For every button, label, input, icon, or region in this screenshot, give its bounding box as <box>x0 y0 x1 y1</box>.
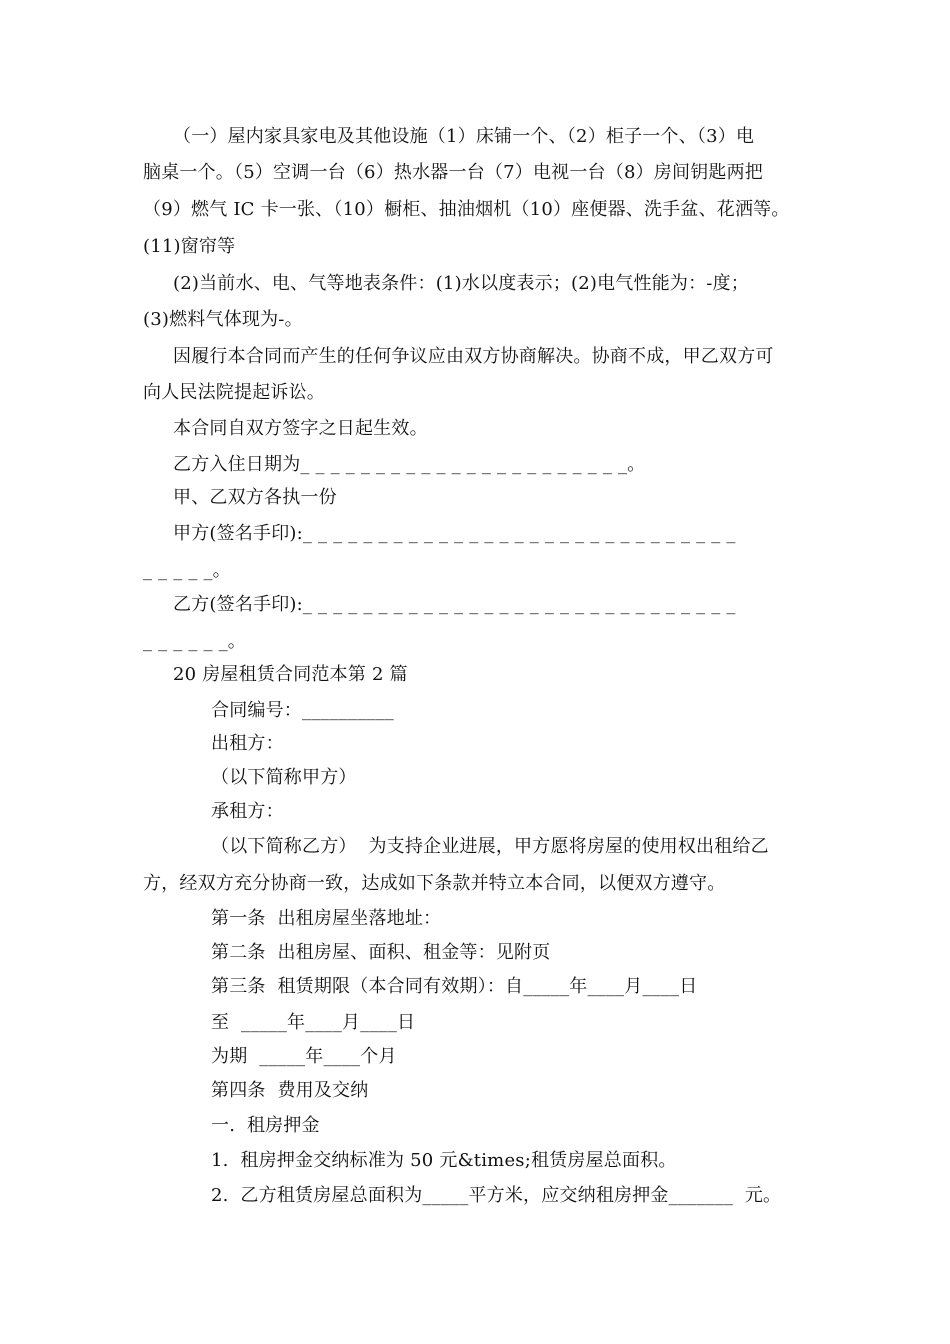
signature-line-party-a: 甲方(签名手印):_ _ _ _ _ _ _ _ _ _ _ _ _ _ _ _ _ _ _ _ _ _ _ _ _ _ _ _ _ <box>173 523 736 544</box>
text-line: 本合同自双方签字之日起生效。 <box>173 418 428 439</box>
text-line: 甲、乙双方各执一份 <box>173 487 337 508</box>
signature-line-party-a-cont: _ _ _ _ _。 <box>143 560 231 581</box>
lessor-label: 出租方： <box>211 733 284 754</box>
text-line: 因履行本合同而产生的任何争议应由双方协商解决。协商不成，甲乙双方可 <box>173 346 774 367</box>
contract-number: 合同编号：__________ <box>211 700 394 721</box>
text-line: （9）燃气 IC 卡一张、（10）橱柜、抽油烟机（10）座便器、洗手盆、花洒等。 <box>143 199 790 220</box>
text-line: 方，经双方充分协商一致，达成如下条款并特立本合同，以便双方遵守。 <box>143 873 726 894</box>
lessor-note: （以下简称甲方） <box>211 767 357 788</box>
article-3-duration: 为期 _____年____个月 <box>211 1046 397 1067</box>
text-line: (11)窗帘等 <box>143 236 236 257</box>
article-3: 第三条 租赁期限（本合同有效期）：自_____年____月____日 <box>211 976 698 997</box>
signature-line-party-b: 乙方(签名手印):_ _ _ _ _ _ _ _ _ _ _ _ _ _ _ _ _ _ _ _ _ _ _ _ _ _ _ _ _ <box>173 594 736 615</box>
article-1: 第一条 出租房屋坐落地址： <box>211 908 442 929</box>
section-title: 20 房屋租赁合同范本第 2 篇 <box>173 664 408 685</box>
text-line: （以下简称乙方） 为支持企业进展，甲方愿将房屋的使用权出租给乙 <box>211 836 769 857</box>
deposit-item-1: 1. 租房押金交纳标准为 50 元&times;租赁房屋总面积。 <box>211 1150 677 1171</box>
text-line: 向人民法院提起诉讼。 <box>143 382 325 403</box>
text-line: 脑桌一个。（5）空调一台（6）热水器一台（7）电视一台（8）房间钥匙两把 <box>143 162 764 183</box>
lessee-label: 承租方： <box>211 801 284 822</box>
text-line: 乙方入住日期为_ _ _ _ _ _ _ _ _ _ _ _ _ _ _ _ _ _ _ _ _ _。 <box>173 454 646 475</box>
text-line: （一）屋内家具家电及其他设施（1）床铺一个、（2）柜子一个、（3）电 <box>173 126 755 147</box>
signature-line-party-b-cont: _ _ _ _ _ _。 <box>143 631 247 652</box>
article-4: 第四条 费用及交纳 <box>211 1080 369 1101</box>
deposit-item-2: 2. 乙方租赁房屋总面积为_____平方米，应交纳租房押金_______ 元。 <box>211 1185 782 1206</box>
deposit-heading: 一. 租房押金 <box>211 1115 320 1136</box>
text-line: (3)燃料气体现为-。 <box>143 309 303 330</box>
article-3-end-date: 至 _____年____月____日 <box>211 1012 416 1033</box>
text-line: (2)当前水、电、气等地表条件：(1)水以度表示；(2)电气性能为：-度； <box>173 273 749 294</box>
article-2: 第二条 出租房屋、面积、租金等：见附页 <box>211 942 551 963</box>
